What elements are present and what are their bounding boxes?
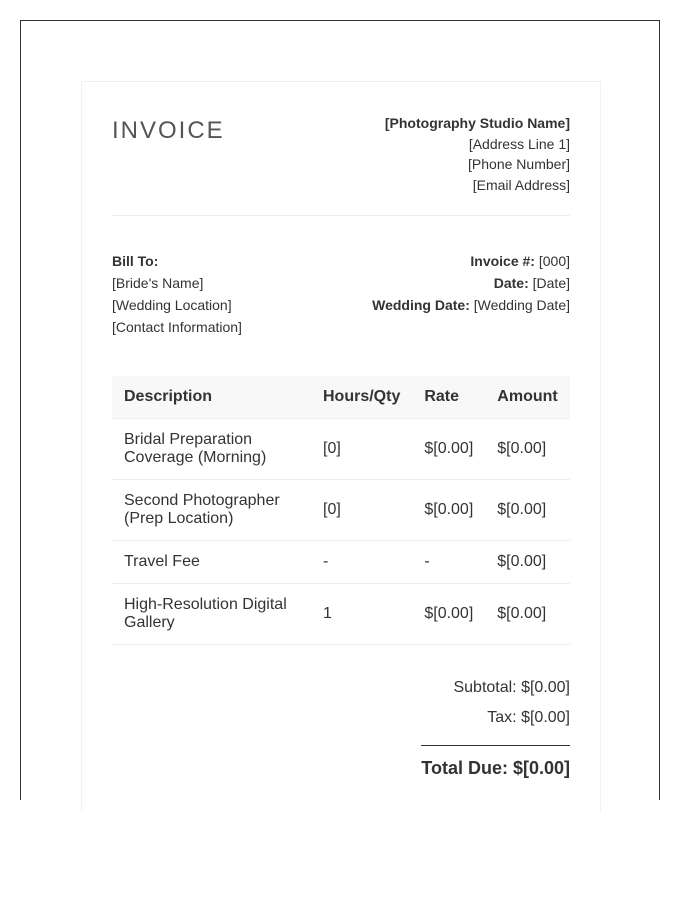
wedding-date-line — [372, 294, 570, 316]
row-rate: $[0.00] — [412, 419, 485, 480]
row-amount: $[0.00] — [485, 419, 570, 480]
bill-to-contact: [Contact Information] — [112, 319, 242, 335]
table-row — [112, 480, 570, 541]
row-rate: $[0.00] — [412, 584, 485, 645]
wedding-date-label: Wedding Date: — [372, 297, 470, 313]
row-amount: $[0.00] — [485, 584, 570, 645]
totals-divider — [421, 745, 570, 746]
bill-to — [112, 250, 242, 338]
row-amount: $[0.00] — [485, 480, 570, 541]
subtotal: Subtotal: $[0.00] — [453, 679, 570, 696]
table-row — [112, 541, 570, 584]
row-qty: - — [311, 541, 412, 584]
invoice-number-line — [372, 250, 570, 272]
studio-email: [Email Address] — [472, 176, 570, 193]
wedding-date-value: [Wedding Date] — [473, 297, 570, 313]
studio-address: [Address Line 1] — [468, 135, 570, 152]
studio-info — [385, 113, 570, 195]
table-header-row — [112, 376, 570, 419]
totals-block — [421, 677, 570, 779]
studio-phone: [Phone Number] — [468, 156, 570, 172]
row-qty: [0] — [311, 419, 412, 480]
invoice-number-label: Invoice #: — [470, 253, 535, 269]
header-amount: Amount — [485, 376, 570, 419]
header-qty: Hours/Qty — [311, 376, 412, 419]
tax: Tax: $[0.00] — [487, 709, 570, 726]
invoice-date-label: Date: — [493, 275, 529, 291]
row-description: Bridal Preparation Coverage (Morning) — [112, 419, 311, 480]
row-rate: - — [412, 541, 485, 584]
line-items-table — [112, 376, 570, 645]
header-description: Description — [112, 376, 311, 419]
row-description: High-Resolution Digital Gallery — [112, 584, 311, 645]
studio-name: [Photography Studio Name] — [384, 115, 570, 131]
row-qty: 1 — [311, 584, 412, 645]
invoice-date-line — [372, 272, 570, 294]
invoice-meta — [372, 250, 570, 316]
row-amount: $[0.00] — [485, 541, 570, 584]
invoice-date-value: [Date] — [532, 275, 570, 291]
invoice-number-value: [000] — [538, 253, 570, 269]
invoice-title: INVOICE — [112, 117, 225, 144]
row-description: Second Photographer (Prep Location) — [112, 480, 311, 541]
row-rate: $[0.00] — [412, 480, 485, 541]
header-rate: Rate — [412, 376, 485, 419]
total-due: Total Due: $[0.00] — [421, 758, 570, 778]
table-row — [112, 419, 570, 480]
bill-to-label: Bill To: — [112, 253, 159, 269]
row-qty: [0] — [311, 480, 412, 541]
header-divider — [112, 215, 570, 216]
bill-to-name: [Bride's Name] — [112, 275, 204, 291]
bill-to-location: [Wedding Location] — [112, 297, 232, 313]
row-description: Travel Fee — [112, 541, 311, 584]
table-row — [112, 584, 570, 645]
